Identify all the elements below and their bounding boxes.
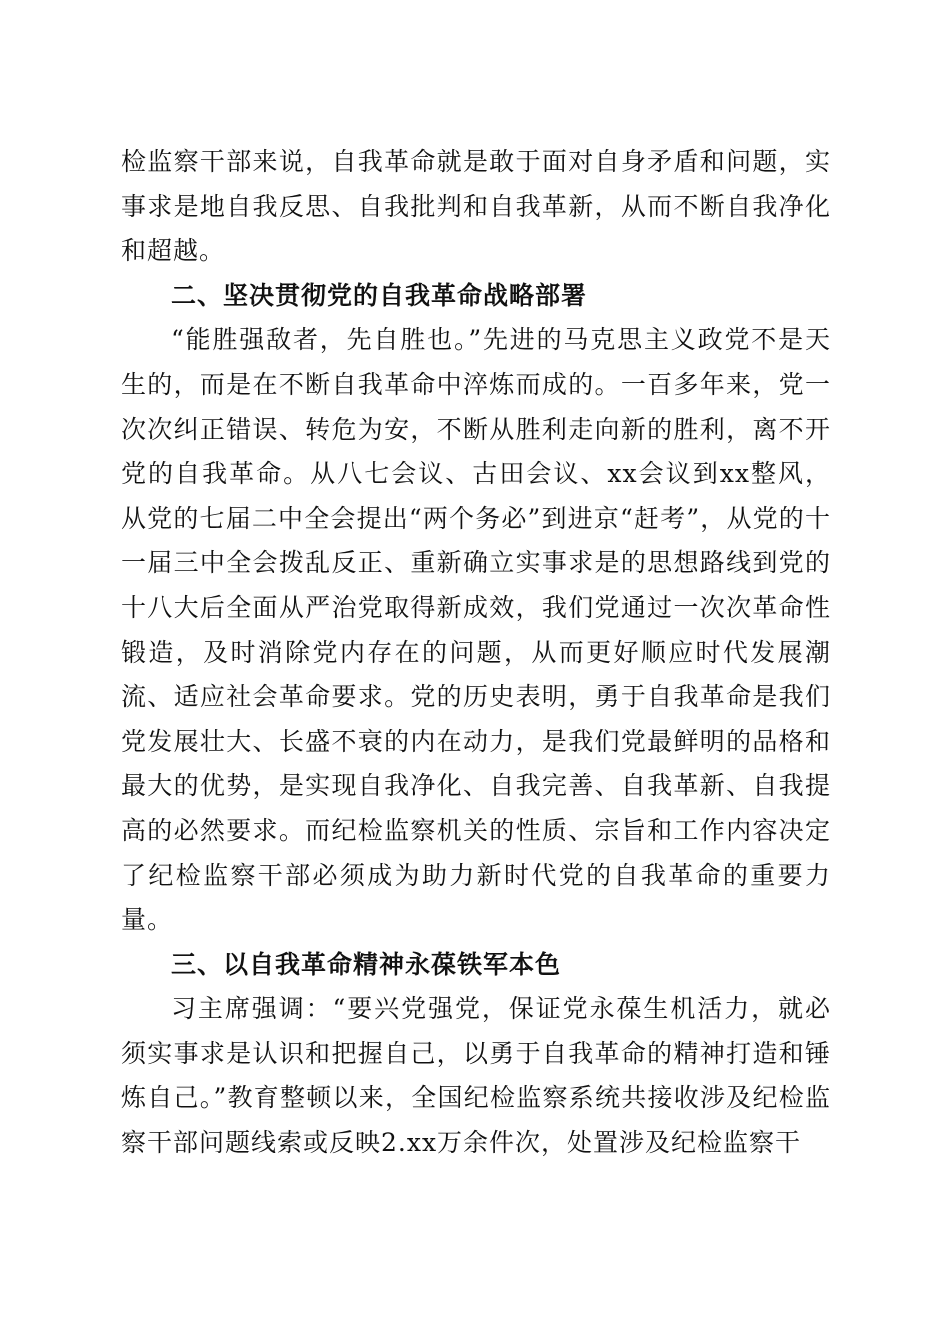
section-heading-2: 二、坚决贯彻党的自我革命战略部署 <box>171 280 588 310</box>
paragraph-section-3: 习主席强调：“要兴党强党，保证党永葆生机活力，就必须实事求是认识和把握自己，以勇于自我革命的精神打造和锤炼自己。”教育整顿以来，全国纪检监察系统共接收涉及纪检监察干部问题线索或反映2.xx万余件次，处置涉及纪检监察干 <box>121 994 831 1158</box>
section-heading-3: 三、以自我革命精神永葆铁军本色 <box>171 949 562 979</box>
document-body <box>121 140 831 1166</box>
paragraph-continuation: 检监察干部来说，自我革命就是敢于面对自身矛盾和问题，实事求是地自我反思、自我批判和自我革新，从而不断自我净化和超越。 <box>121 147 831 266</box>
paragraph-section-2: “能胜强敌者，先自胜也。”先进的马克思主义政党不是天生的，而是在不断自我革命中淬炼而成的。一百多年来，党一次次纠正错误、转危为安，不断从胜利走向新的胜利，离不开党的自我革命。从八七会议、古田会议、xx会议到xx整风，从党的七届二中全会提出“两个务必”到进京“赶考”，从党的十一届三中全会拨乱反正、重新确立实事求是的思想路线到党的十八大后全面从严治党取得新成效，我们党通过一次次革命性锻造，及时消除党内存在的问题，从而更好顺应时代发展潮流、适应社会革命要求。党的历史表明，勇于自我革命是我们党发展壮大、长盛不衰的内在动力，是我们党最鲜明的品格和最大的优势，是实现自我净化、自我完善、自我革新、自我提高的必然要求。而纪检监察机关的性质、宗旨和工作内容决定了纪检监察干部必须成为助力新时代党的自我革命的重要力量。 <box>121 325 831 935</box>
